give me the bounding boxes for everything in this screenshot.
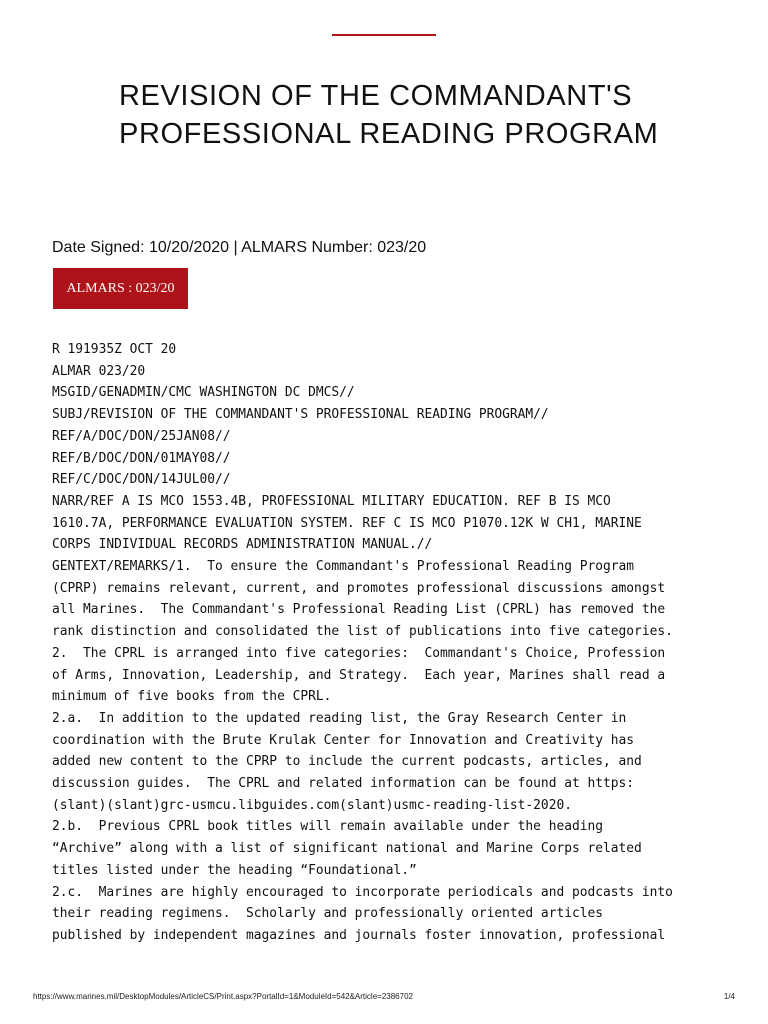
message-line: CORPS INDIVIDUAL RECORDS ADMINISTRATION MANUAL.// <box>52 537 433 553</box>
message-line: REF/C/DOC/DON/14JUL00// <box>52 472 231 488</box>
page-title: REVISION OF THE COMMANDANT'S PROFESSIONAL READING PROGRAM <box>119 80 659 150</box>
message-line: 2.a. In addition to the updated reading list, the Gray Research Center in <box>52 710 627 726</box>
message-line: GENTEXT/REMARKS/1. To ensure the Commandant's Professional Reading Program <box>52 559 635 575</box>
message-line: all Marines. The Commandant's Professional Reading List (CPRL) has removed the <box>52 602 666 618</box>
message-line: “Archive” along with a list of significant national and Marine Corps related <box>52 841 642 857</box>
message-line: rank distinction and consolidated the list of publications into five categories. <box>52 624 673 640</box>
message-line: NARR/REF A IS MCO 1553.4B, PROFESSIONAL MILITARY EDUCATION. REF B IS MCO <box>52 493 611 509</box>
message-line: 2.c. Marines are highly encouraged to incorporate periodicals and podcasts into <box>52 884 673 900</box>
message-line: REF/A/DOC/DON/25JAN08// <box>52 428 231 444</box>
message-line: MSGID/GENADMIN/CMC WASHINGTON DC DMCS// <box>52 385 355 401</box>
message-line: their reading regimens. Scholarly and professionally oriented articles <box>52 906 604 922</box>
message-line: added new content to the CPRP to include the current podcasts, articles, and <box>52 754 642 770</box>
message-line: coordination with the Brute Krulak Center for Innovation and Creativity has <box>52 732 635 748</box>
message-line: discussion guides. The CPRL and related information can be found at https: <box>52 776 635 792</box>
message-line: R 191935Z OCT 20 <box>52 342 177 357</box>
message-line: REF/B/DOC/DON/01MAY08// <box>52 450 231 466</box>
message-line: titles listed under the heading “Foundational.” <box>52 862 417 878</box>
footer-url: https://www.marines.mil/DesktopModules/ArticleCS/Print.aspx?PortalId=1&ModuleId=542&Article=2386702 <box>33 992 413 1001</box>
top-divider <box>332 34 436 36</box>
footer-page-number: 1/4 <box>723 992 735 1001</box>
almars-badge: ALMARS : 023/20 <box>53 268 188 309</box>
message-body <box>52 339 742 947</box>
message-line: SUBJ/REVISION OF THE COMMANDANT'S PROFESSIONAL READING PROGRAM// <box>52 407 549 423</box>
message-line: minimum of five books from the CPRL. <box>52 689 332 705</box>
date-signed-line: Date Signed: 10/20/2020 | ALMARS Number: 023/20 <box>52 239 427 256</box>
message-line: 1610.7A, PERFORMANCE EVALUATION SYSTEM. REF C IS MCO P1070.12K W CH1, MARINE <box>52 515 642 531</box>
message-line: (slant)(slant)grc-usmcu.libguides.com(slant)usmc-reading-list-2020. <box>52 797 572 813</box>
message-line: of Arms, Innovation, Leadership, and Strategy. Each year, Marines shall read a <box>52 667 666 683</box>
message-line: (CPRP) remains relevant, current, and promotes professional discussions amongst <box>52 580 666 596</box>
message-line: ALMAR 023/20 <box>52 363 146 379</box>
message-line: published by independent magazines and journals foster innovation, professional <box>52 927 666 943</box>
message-line: 2. The CPRL is arranged into five categories: Commandant's Choice, Profession <box>52 645 666 661</box>
message-line: 2.b. Previous CPRL book titles will remain available under the heading <box>52 819 604 835</box>
